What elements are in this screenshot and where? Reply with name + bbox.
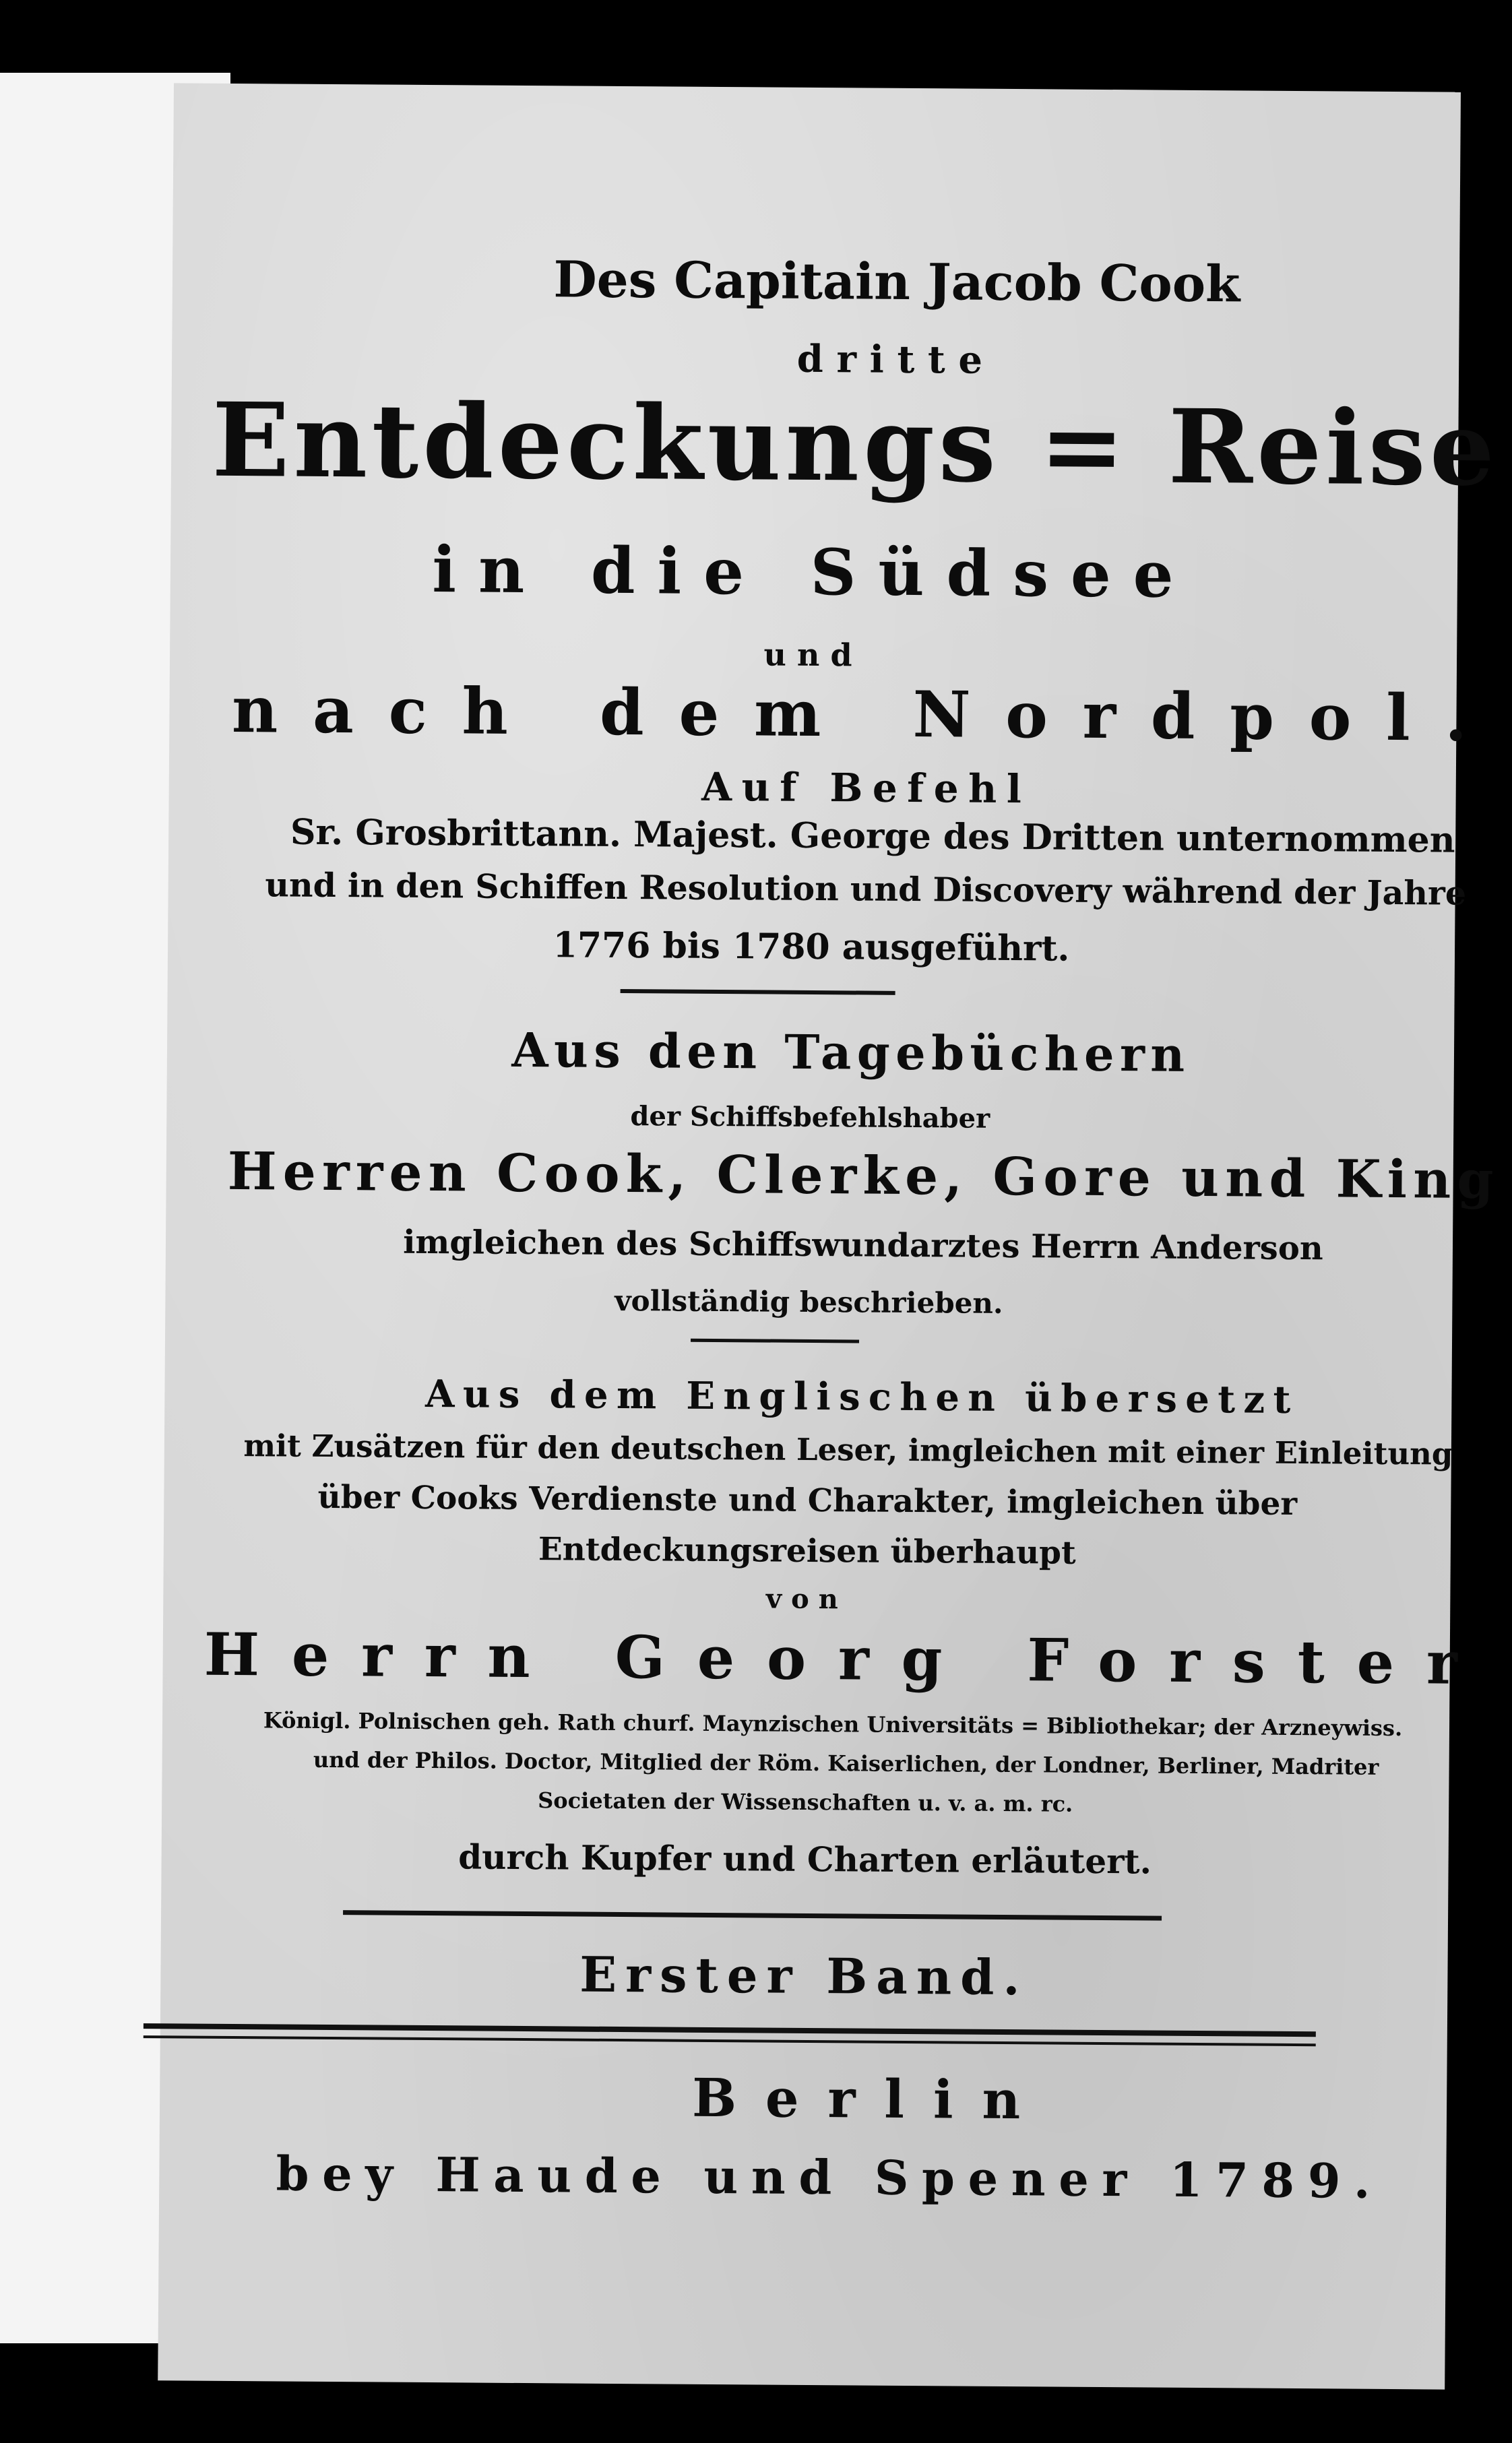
imprint-line: bey Haude und Spener 1789. [276, 2145, 1384, 2209]
credentials-line-2: und der Philos. Doctor, Mitglied der Röm. Kaiserlichen, der Londner, Berliner, Madriter [313, 1746, 1379, 1780]
voyages-line: Entdeckungsreisen überhaupt [538, 1531, 1076, 1572]
subtitle-conjunction: und [763, 636, 863, 674]
double-rule-top [144, 2023, 1316, 2037]
subtitle-destination: in die Südsee [432, 533, 1196, 612]
credentials-line-3: Societaten der Wissenschaften u. v. a. m. rc. [538, 1787, 1073, 1817]
surgeon-line: imgleichen des Schiffswundarztes Herrn Anderson [403, 1223, 1323, 1268]
author-heading: Des Capitain Jacob Cook [553, 251, 1240, 314]
sources-heading: Aus den Tagebüchern [511, 1021, 1191, 1083]
divider-rule [621, 989, 895, 995]
main-title: Entdeckungs = Reise [211, 379, 1499, 509]
volume-label: Erster Band. [579, 1945, 1029, 2006]
volume-ordinal: dritte [796, 336, 996, 383]
place-of-publication: Berlin [691, 2067, 1050, 2132]
description-line: vollständig beschrieben. [615, 1283, 1003, 1320]
commanders-names: Herren Cook, Clerke, Gore und King [227, 1141, 1500, 1211]
ships-line: und in den Schiffen Resolution und Discovery während der Jahre [265, 865, 1467, 913]
royal-line: Sr. Grosbrittann. Majest. George des Dritten unternommen [290, 811, 1455, 861]
subtitle-north-pole: nach dem Nordpol. [231, 672, 1503, 757]
command-line: Auf Befehl [701, 763, 1032, 813]
credentials-line-1: Königl. Polnischen geh. Rath churf. Maynzischen Universitäts = Bibliothekar; der Arzneywiss. [263, 1707, 1403, 1742]
divider-rule-short [691, 1339, 859, 1343]
title-page [158, 83, 1503, 2389]
divider-rule-long [343, 1910, 1162, 1920]
translator-name: Herrn Georg Forster [203, 1619, 1490, 1699]
double-rule-bottom [144, 2035, 1316, 2046]
commanders-label: der Schiffsbefehlshaber [630, 1100, 990, 1135]
translation-line: Aus dem Englischen übersetzt [424, 1371, 1299, 1423]
illustrations-line: durch Kupfer und Charten erläutert. [458, 1837, 1152, 1882]
additions-line: mit Zusätzen für den deutschen Leser, imgleichen mit einer Einleitung [243, 1428, 1453, 1472]
merits-line: über Cooks Verdienste und Charakter, imgleichen über [317, 1478, 1298, 1523]
by-line: von [765, 1583, 848, 1616]
years-line: 1776 bis 1780 ausgeführt. [553, 924, 1070, 970]
